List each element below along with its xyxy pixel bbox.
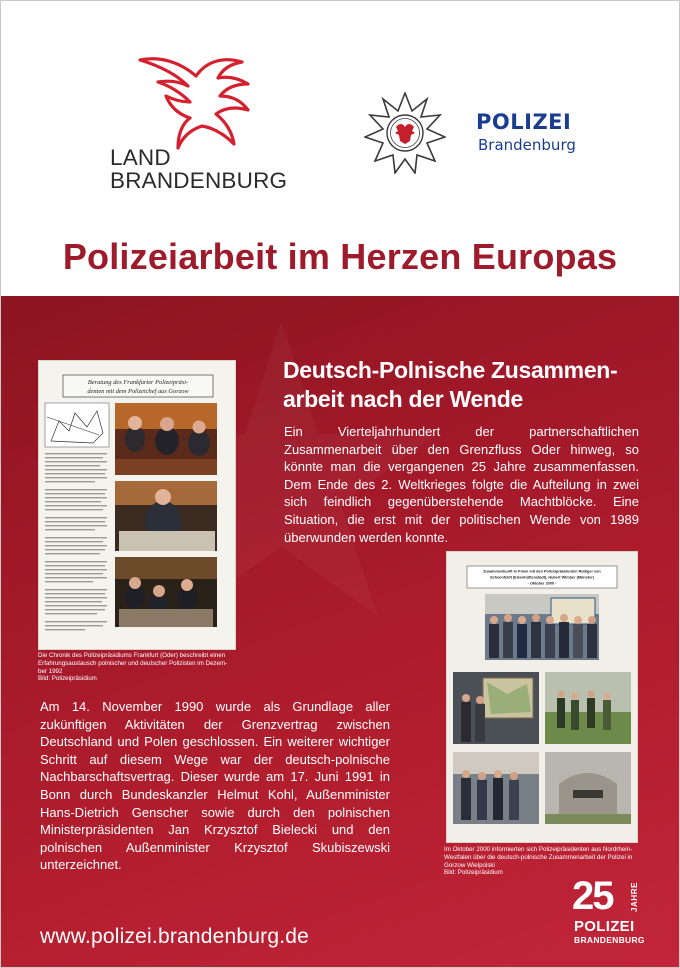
website-link[interactable]: www.polizei.brandenburg.de (40, 925, 310, 948)
collage-heading-line3: - Oktober 2000 - (527, 581, 557, 586)
collage-heading-line2: Schoenfeldt (Eisenhüttenstadt), Hubert Wimber (Münster) (490, 575, 594, 580)
land-logo-line2: BRANDENBURG (110, 168, 288, 193)
anniversary-unit: JAHRE (630, 881, 639, 912)
chronicle-caption-line1: Die Chronik des Polizeipräsidiums Frankfurt (Oder) beschreibt einen (38, 652, 226, 659)
section-title-line1: Deutsch-Polnische Zusammen- (283, 357, 618, 383)
intro-paragraph: Ein Vierteljahrhundert der partnerschaftlichen Zusammenarbeit über den Grenzfluss Oder hinweg, so könnte man die vergangenen 25 Jahre zusammenfassen. Dem Ende des 2. Weltkrieges folgte die Aufteilung in zwei sich feindlich gegenüberstehende Machtblöcke. Eine Situation, die erst mit der politischen Wende von 1989 überwunden werden konnte. (284, 424, 639, 545)
chronicle-caption-credit: Bild: Polizeipräsidium (38, 675, 97, 683)
chronicle-caption-line2: Erfahrungsaustausch polnischer und deutscher Polizisten im Dezem- (38, 659, 228, 667)
police-star-icon (364, 92, 446, 174)
chronicle-caption-line3: ber 1992 (38, 667, 63, 675)
anniversary-org: POLIZEI (574, 918, 635, 935)
chronicle-heading-line1: Beratung des Frankfurter Polizeipräsi- (87, 379, 189, 386)
chronicle-photo (38, 360, 236, 650)
polizei-logo-subtitle: Brandenburg (478, 136, 576, 154)
meeting-caption-line1: Im Oktober 2000 informierten sich Polizeipräsidenten aus Nordrhein- (444, 846, 633, 853)
anniversary-logo (570, 874, 650, 952)
land-logo-line1: LAND (110, 145, 171, 170)
chronicle-page-illustration (39, 361, 235, 649)
anniversary-region: BRANDENBURG (574, 935, 645, 945)
section-title (283, 356, 617, 414)
meeting-caption-credit: Bild: Polizeipräsidium (444, 869, 503, 877)
meeting-caption (444, 846, 654, 877)
collage-heading-line1: Zusammenkunft in Polen mit den Polizeipräsidenten Rüdiger von (483, 569, 601, 574)
land-brandenburg-logo (110, 146, 287, 192)
section-title-line2: arbeit nach der Wende (283, 386, 523, 412)
chronicle-caption (38, 652, 243, 683)
meeting-collage-illustration (447, 552, 637, 842)
chronicle-heading-line2: denten mit dem Polizeichef aus Gorzow (87, 388, 189, 395)
header (0, 0, 680, 296)
anniversary-number: 25 (572, 874, 613, 918)
brandenburg-eagle-icon (130, 52, 260, 152)
polizei-logo-title: POLIZEI (476, 110, 572, 134)
body-paragraph: Am 14. November 1990 wurde als Grundlage aller zukünftigen Aktivitäten der Grenzvertrag zwischen Deutschland und Polen geschlossen. Ein weiterer wichtiger Schritt auf diesem Wege war der deutsch-polnische Nachbarschaftsvertrag. Dieser wurde am 17. Juni 1991 in Bonn durch Bundeskanzler Helmut Kohl, Außenminister Hans-Dietrich Genscher sowie durch den polnischen Ministerpräsidenten Jan Krzysztof Bielecki und den polnischen Außenminister Krzysztof Skubiszewski unterzeichnet. (40, 699, 390, 873)
page-title: Polizeiarbeit im Herzen Europas (62, 236, 618, 277)
meeting-collage-photo (446, 551, 638, 843)
meeting-caption-line2: Westfalen über die deutsch-polnische Zusammenarbeit der Polizei in (444, 853, 633, 861)
meeting-caption-line3: Gorzow Wielpolski (444, 861, 495, 869)
